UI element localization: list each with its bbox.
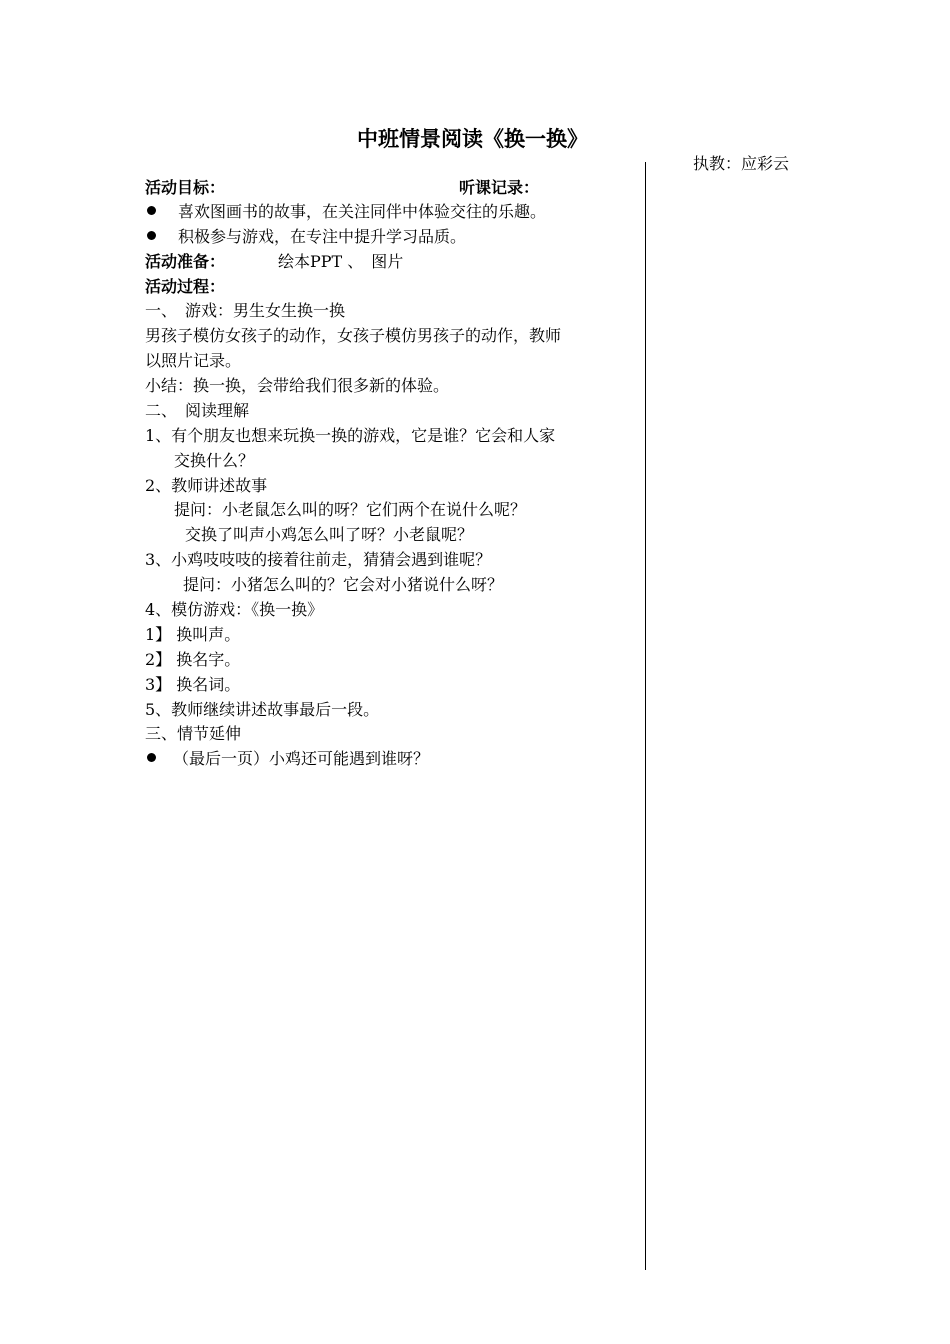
document-title: 中班情景阅读《换一换》 <box>357 127 588 151</box>
goals-heading: 活动目标： <box>145 178 226 197</box>
notes-heading: 听课记录： <box>459 178 540 197</box>
extension-bullet-item: （最后一页）小鸡还可能遇到谁呀？ <box>173 749 430 768</box>
process-line: 2】 换名字。 <box>145 650 241 669</box>
process-line: 二、 阅读理解 <box>145 401 250 420</box>
process-line: 提问：小猪怎么叫的？它会对小猪说什么呀？ <box>183 575 504 594</box>
process-line: 1】 换叫声。 <box>145 625 241 644</box>
process-line: 交换什么？ <box>174 451 255 470</box>
process-line: 3】 换名词。 <box>145 675 241 694</box>
bullet-icon <box>147 753 156 762</box>
process-line: 一、 游戏：男生女生换一换 <box>145 301 346 320</box>
process-line: 4、模仿游戏：《换一换》 <box>145 600 324 619</box>
process-line: 交换了叫声小鸡怎么叫了呀？小老鼠呢？ <box>185 525 474 544</box>
process-line: 三、情节延伸 <box>145 724 242 743</box>
process-line: 小结：换一换，会带给我们很多新的体验。 <box>145 376 450 395</box>
bullet-icon <box>147 206 156 215</box>
process-line: 3、小鸡吱吱吱的接着往前走，猜猜会遇到谁呢？ <box>145 550 492 569</box>
author-line: 执教：应彩云 <box>693 154 790 173</box>
prep-heading: 活动准备： <box>145 252 226 271</box>
process-line: 2、教师讲述故事 <box>145 476 268 495</box>
process-line: 1、有个朋友也想来玩换一换的游戏，它是谁？它会和人家 <box>145 426 556 445</box>
goal-item-1: 喜欢图画书的故事，在关注同伴中体验交往的乐趣。 <box>178 202 547 221</box>
process-line: 提问：小老鼠怎么叫的呀？它们两个在说什么呢？ <box>174 500 527 519</box>
goal-item-2: 积极参与游戏，在专注中提升学习品质。 <box>178 227 467 246</box>
prep-text: 绘本PPT 、 图片 <box>278 252 404 271</box>
process-line: 男孩子模仿女孩子的动作，女孩子模仿男孩子的动作，教师 <box>145 326 562 345</box>
bullet-icon <box>147 231 156 240</box>
process-heading: 活动过程： <box>145 277 226 296</box>
notes-divider-line <box>645 162 646 1270</box>
process-line: 以照片记录。 <box>145 351 242 370</box>
process-line: 5、教师继续讲述故事最后一段。 <box>145 700 380 719</box>
